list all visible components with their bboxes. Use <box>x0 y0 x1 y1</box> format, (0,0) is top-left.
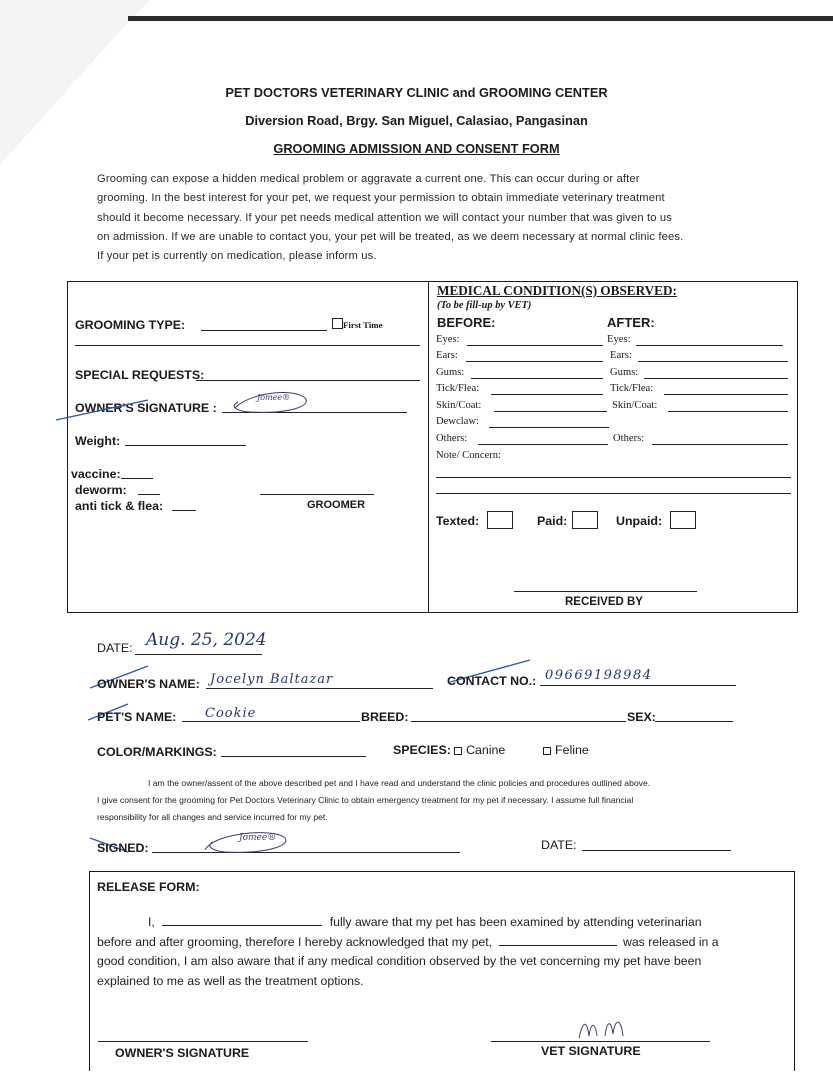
after-eyes-field[interactable] <box>636 345 783 346</box>
signed-label: SIGNED: <box>97 841 149 855</box>
before-dewclaw-label: Dewclaw: <box>436 416 479 427</box>
release-line-2-text: before and after grooming, therefore I hereby acknowledged that my pet, <box>97 934 493 949</box>
after-ears-label: Ears: <box>610 350 632 361</box>
before-eyes-label: Eyes: <box>436 334 460 345</box>
before-dewclaw-field[interactable] <box>489 427 609 428</box>
pet-name-field[interactable] <box>182 721 360 722</box>
contact-label: CONTACT NO.: <box>447 674 537 688</box>
grooming-type-field[interactable] <box>201 330 327 331</box>
received-by-line[interactable] <box>514 591 697 592</box>
pet-name-value: Cookie <box>205 706 257 721</box>
first-time-checkbox[interactable] <box>332 318 343 329</box>
after-others-field[interactable] <box>652 444 788 445</box>
clinic-address: Diversion Road, Brgy. San Miguel, Calasiao, Pangasinan <box>245 113 588 128</box>
clinic-name: PET DOCTORS VETERINARY CLINIC and GROOMING CENTER <box>225 85 608 100</box>
owner-name-field[interactable] <box>206 688 433 689</box>
vaccine-label: vaccine: <box>71 467 121 481</box>
before-others-label: Others: <box>436 433 468 444</box>
consent-line-2: I give consent for the grooming for Pet Doctors Veterinary Clinic to obtain emergency treatment for my pet if necessary. I assume full financial <box>97 795 634 805</box>
release-i: I, <box>148 915 155 929</box>
color-markings-label: COLOR/MARKINGS: <box>97 745 217 759</box>
release-pet-field[interactable] <box>499 933 617 946</box>
deworm-label: deworm: <box>75 483 127 497</box>
special-requests-field[interactable] <box>196 380 420 381</box>
after-ears-field[interactable] <box>638 361 788 362</box>
canine-checkbox[interactable] <box>454 747 462 755</box>
weight-field[interactable] <box>125 445 246 446</box>
feline-label: Feline <box>555 743 589 757</box>
owner-name-value: Jocelyn Baltazar <box>210 672 334 687</box>
release-line-2 <box>97 933 790 953</box>
before-ears-label: Ears: <box>436 350 458 361</box>
canine-label: Canine <box>466 743 506 757</box>
groomer-label: GROOMER <box>307 499 366 511</box>
vet-signature-line[interactable] <box>491 1041 710 1042</box>
paid-label: Paid: <box>537 514 568 528</box>
vet-signature-scribble <box>575 1014 635 1042</box>
form-title: GROOMING ADMISSION AND CONSENT FORM <box>273 141 560 156</box>
release-owner-signature-line[interactable] <box>98 1041 308 1042</box>
texted-checkbox[interactable] <box>487 511 513 529</box>
anti-tick-field[interactable] <box>172 510 196 511</box>
date-label: DATE: <box>97 641 133 655</box>
received-by-label: RECEIVED BY <box>565 596 643 608</box>
pet-name-label: PET'S NAME: <box>97 710 177 724</box>
consent-line-3: responsibility for all changes and service incurred for my pet. <box>97 812 328 822</box>
species-label: SPECIES: <box>393 743 451 757</box>
release-line-2-end: was released in a <box>622 934 719 949</box>
medical-conditions-title: MEDICAL CONDITION(S) OBSERVED: <box>437 283 677 298</box>
release-paragraph <box>97 913 790 991</box>
anti-tick-label: anti tick & flea: <box>75 499 164 513</box>
signed-signature-scribble <box>195 824 305 860</box>
release-name-field[interactable] <box>162 913 322 926</box>
after-eyes-label: Eyes: <box>607 334 631 345</box>
release-line-1-text: fully aware that my pet has been examined by attending veterinarian <box>329 915 702 929</box>
weight-label: Weight: <box>75 434 121 448</box>
first-time-label: First Time <box>343 320 383 330</box>
groomer-signature-line[interactable] <box>260 494 374 495</box>
after-skincoat-field[interactable] <box>668 411 788 412</box>
before-tickflea-label: Tick/Flea: <box>436 383 480 394</box>
date-field[interactable] <box>135 654 262 655</box>
grooming-type-field-2[interactable] <box>75 345 420 346</box>
contact-field[interactable] <box>540 685 736 686</box>
feline-checkbox[interactable] <box>543 747 551 755</box>
after-skincoat-label: Skin/Coat: <box>612 400 658 411</box>
after-gums-label: Gums: <box>610 367 639 378</box>
before-gums-label: Gums: <box>436 367 465 378</box>
vaccine-field[interactable] <box>121 478 153 479</box>
date-value: Aug. 25, 2024 <box>146 630 267 650</box>
after-others-label: Others: <box>613 433 645 444</box>
note-line-1[interactable] <box>436 477 791 478</box>
table-divider <box>428 281 429 613</box>
special-requests-label: SPECIAL REQUESTS: <box>75 368 205 382</box>
after-tickflea-label: Tick/Flea: <box>610 383 654 394</box>
consent-line-1: I am the owner/assent of the above described pet and I have read and understand the clinic policies and procedures outlined above. <box>148 778 651 788</box>
grooming-type-label: GROOMING TYPE: <box>75 318 186 332</box>
sex-label: SEX: <box>627 710 656 724</box>
svg-text:Jomee®: Jomee® <box>257 393 291 402</box>
release-line-3: good condition, I am also aware that if any medical condition observed by the vet concerning my pet have been <box>97 954 702 969</box>
intro-line: grooming. In the best interest for your pet, we request your permission to obtain immediate veterinary treatment <box>97 192 665 205</box>
before-skincoat-label: Skin/Coat: <box>436 400 482 411</box>
contact-value: 09669198984 <box>545 668 653 683</box>
intro-paragraph <box>97 170 747 266</box>
release-owner-signature-label: OWNER'S SIGNATURE <box>115 1046 250 1060</box>
deworm-field[interactable] <box>138 494 160 495</box>
intro-line: If your pet is currently on medication, please inform us. <box>97 250 377 263</box>
before-eyes-field[interactable] <box>467 345 603 346</box>
owner-signature-label: OWNER'S SIGNATURE : <box>75 401 217 415</box>
intro-line: on admission. If we are unable to contact you, your pet will be treated, as we deem necessary at normal clinic fees. <box>97 230 684 243</box>
before-label: BEFORE: <box>437 315 496 330</box>
sex-field[interactable] <box>655 721 733 722</box>
paid-checkbox[interactable] <box>572 511 598 529</box>
before-tickflea-field[interactable] <box>491 394 603 395</box>
consent-date-field[interactable] <box>582 850 731 851</box>
color-markings-field[interactable] <box>221 756 366 757</box>
breed-field[interactable] <box>411 721 626 722</box>
note-line-2[interactable] <box>436 493 791 494</box>
unpaid-label: Unpaid: <box>616 514 663 528</box>
vet-signature-label: VET SIGNATURE <box>541 1044 641 1058</box>
intro-line: Grooming can expose a hidden medical problem or aggravate a current one. This can occur during or after <box>97 173 640 185</box>
before-others-field[interactable] <box>478 444 608 445</box>
unpaid-checkbox[interactable] <box>670 511 696 529</box>
intro-line: should it become necessary. If your pet needs medical attention we will contact your number that was given to us <box>97 211 673 224</box>
before-ears-field[interactable] <box>466 361 603 362</box>
release-line-4: explained to me as well as the treatment options. <box>97 973 364 988</box>
release-line-1 <box>97 913 790 933</box>
owner-name-label: OWNER'S NAME: <box>97 677 200 691</box>
after-label: AFTER: <box>607 315 655 330</box>
before-skincoat-field[interactable] <box>494 411 607 412</box>
owner-signature-scribble <box>50 384 320 424</box>
note-concern-label: Note/ Concern: <box>436 450 502 461</box>
consent-date-label: DATE: <box>541 838 577 852</box>
before-gums-field[interactable] <box>471 378 603 379</box>
breed-label: BREED: <box>361 710 409 724</box>
release-form-title: RELEASE FORM: <box>97 880 200 894</box>
after-tickflea-field[interactable] <box>664 394 788 395</box>
after-gums-field[interactable] <box>644 378 788 379</box>
texted-label: Texted: <box>436 514 480 528</box>
vet-fill-note: (To be fill-up by VET) <box>437 300 532 311</box>
svg-text:Jomee®: Jomee® <box>239 833 277 843</box>
